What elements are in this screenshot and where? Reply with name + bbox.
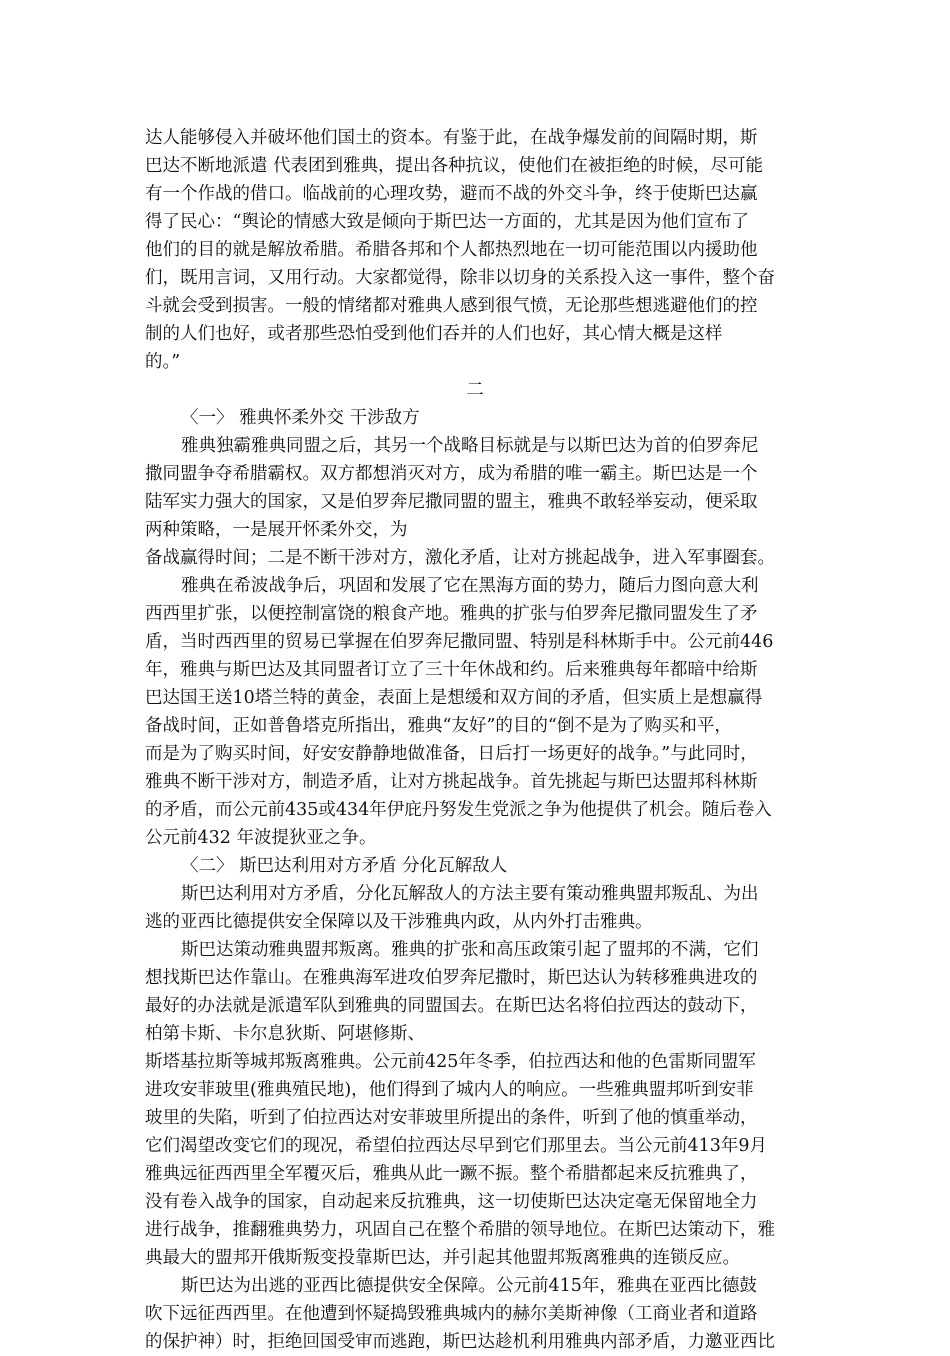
text-line: 的矛盾，而公元前435或434年伊庇丹努发生党派之争为他提供了机会。随后卷入 (145, 800, 772, 820)
text-line: 逃的亚西比德提供安全保障以及干涉雅典内政，从内外打击雅典。 (145, 912, 653, 932)
text-line: 的。” (145, 352, 181, 372)
text-line: 雅典在希波战争后，巩固和发展了它在黑海方面的势力，随后力图向意大利 (181, 576, 759, 596)
text-line: 玻里的失陷，听到了伯拉西达对安菲玻里所提出的条件，听到了他的慎重举动， (145, 1108, 758, 1128)
text-line: 们，既用言词，又用行动。大家都觉得，除非以切身的关系投入这一事件，整个奋 (145, 268, 775, 288)
text-line: 巴达国王送10塔兰特的黄金，表面上是想缓和双方间的矛盾，但实质上是想赢得 (145, 688, 763, 708)
text-line: 〈一〉 雅典怀柔外交 干涉敌方 (181, 408, 420, 428)
text-line: 它们渴望改变它们的现况，希望伯拉西达尽早到它们那里去。当公元前413年9月 (145, 1136, 768, 1156)
text-line: 斯巴达为出逃的亚西比德提供安全保障。公元前415年，雅典在亚西比德鼓 (181, 1276, 757, 1296)
text-line: 西西里扩张，以便控制富饶的粮食产地。雅典的扩张与伯罗奔尼撒同盟发生了矛 (145, 604, 758, 624)
text-line: 雅典不断干涉对方，制造矛盾，让对方挑起战争。首先挑起与斯巴达盟邦科林斯 (145, 772, 758, 792)
text-line: 吹下远征西西里。在他遭到怀疑捣毁雅典城内的赫尔美斯神像（工商业者和道路 (145, 1304, 758, 1324)
text-line: 雅典远征西西里全军覆灭后，雅典从此一蹶不振。整个希腊都起来反抗雅典了， (145, 1164, 758, 1184)
text-line: 斗就会受到损害。一般的情绪都对雅典人感到很气愤，无论那些想逃避他们的控 (145, 296, 758, 316)
text-line: 有一个作战的借口。临战前的心理攻势，避而不战的外交斗争，终于使斯巴达赢 (145, 184, 758, 204)
text-line: 巴达不断地派遣 代表团到雅典，提出各种抗议，使他们在被拒绝的时候，尽可能 (145, 156, 764, 176)
text-line: 而是为了购买时间，好安安静静地做准备，日后打一场更好的战争。”与此同时， (145, 744, 758, 764)
text-line: 公元前432 年波提狄亚之争。 (145, 828, 377, 848)
document-body (145, 124, 805, 1356)
text-line: 最好的办法就是派遣军队到雅典的同盟国去。在斯巴达名将伯拉西达的鼓动下， (145, 996, 758, 1016)
text-line: 想找斯巴达作靠山。在雅典海军进攻伯罗奔尼撒时，斯巴达认为转移雅典进攻的 (145, 968, 758, 988)
text-line: 没有卷入战争的国家，自动起来反抗雅典，这一切使斯巴达决定毫无保留地全力 (145, 1192, 758, 1212)
text-line: 撒同盟争夺希腊霸权。双方都想消灭对方，成为希腊的唯一霸主。斯巴达是一个 (145, 464, 758, 484)
text-line: 进行战争，推翻雅典势力，巩固自己在整个希腊的领导地位。在斯巴达策动下，雅 (145, 1220, 775, 1240)
text-line: 进攻安菲玻里(雅典殖民地)，他们得到了城内人的响应。一些雅典盟邦听到安菲 (145, 1080, 754, 1100)
text-line: 达人能够侵入并破坏他们国土的资本。有鉴于此，在战争爆发前的间隔时期，斯 (145, 128, 758, 148)
section-number: 二 (466, 380, 484, 400)
text-line: 他们的目的就是解放希腊。希腊各邦和个人都热烈地在一切可能范围以内援助他 (145, 240, 758, 260)
text-line: 斯巴达利用对方矛盾，分化瓦解敌人的方法主要有策动雅典盟邦叛乱、为出 (181, 884, 759, 904)
text-line: 斯巴达策动雅典盟邦叛离。雅典的扩张和高压政策引起了盟邦的不满，它们 (181, 940, 759, 960)
text-line: 的保护神）时，拒绝回国受审而逃跑，斯巴达趁机利用雅典内部矛盾，力邀亚西比 (145, 1332, 775, 1352)
text-line: 两种策略，一是展开怀柔外交，为 (145, 520, 408, 540)
text-line: 斯塔基拉斯等城邦叛离雅典。公元前425年冬季，伯拉西达和他的色雷斯同盟军 (145, 1052, 756, 1072)
text-line: 备战赢得时间；二是不断干涉对方，激化矛盾，让对方挑起战争，进入军事圈套。 (145, 548, 775, 568)
text-line: 典最大的盟邦开俄斯叛变投靠斯巴达，并引起其他盟邦叛离雅典的连锁反应。 (145, 1248, 740, 1268)
text-line: 备战时间，正如普鲁塔克所指出，雅典“友好”的目的“倒不是为了购买和平， (145, 716, 732, 736)
text-line: 〈二〉 斯巴达利用对方矛盾 分化瓦解敌人 (181, 856, 508, 876)
text-line: 制的人们也好，或者那些恐怕受到他们吞并的人们也好，其心情大概是这样 (145, 324, 723, 344)
text-line: 柏第卡斯、卡尔息狄斯、阿堪修斯、 (145, 1024, 425, 1044)
text-line: 雅典独霸雅典同盟之后，其另一个战略目标就是与以斯巴达为首的伯罗奔尼 (181, 436, 759, 456)
text-line: 得了民心：“舆论的情感大致是倾向于斯巴达一方面的，尤其是因为他们宣布了 (145, 212, 749, 232)
text-line: 年，雅典与斯巴达及其同盟者订立了三十年休战和约。后来雅典每年都暗中给斯 (145, 660, 758, 680)
text-line: 盾，当时西西里的贸易已掌握在伯罗奔尼撒同盟、特别是科林斯手中。公元前446 (145, 632, 774, 652)
text-line: 陆军实力强大的国家，又是伯罗奔尼撒同盟的盟主，雅典不敢轻举妄动，便采取 (145, 492, 758, 512)
